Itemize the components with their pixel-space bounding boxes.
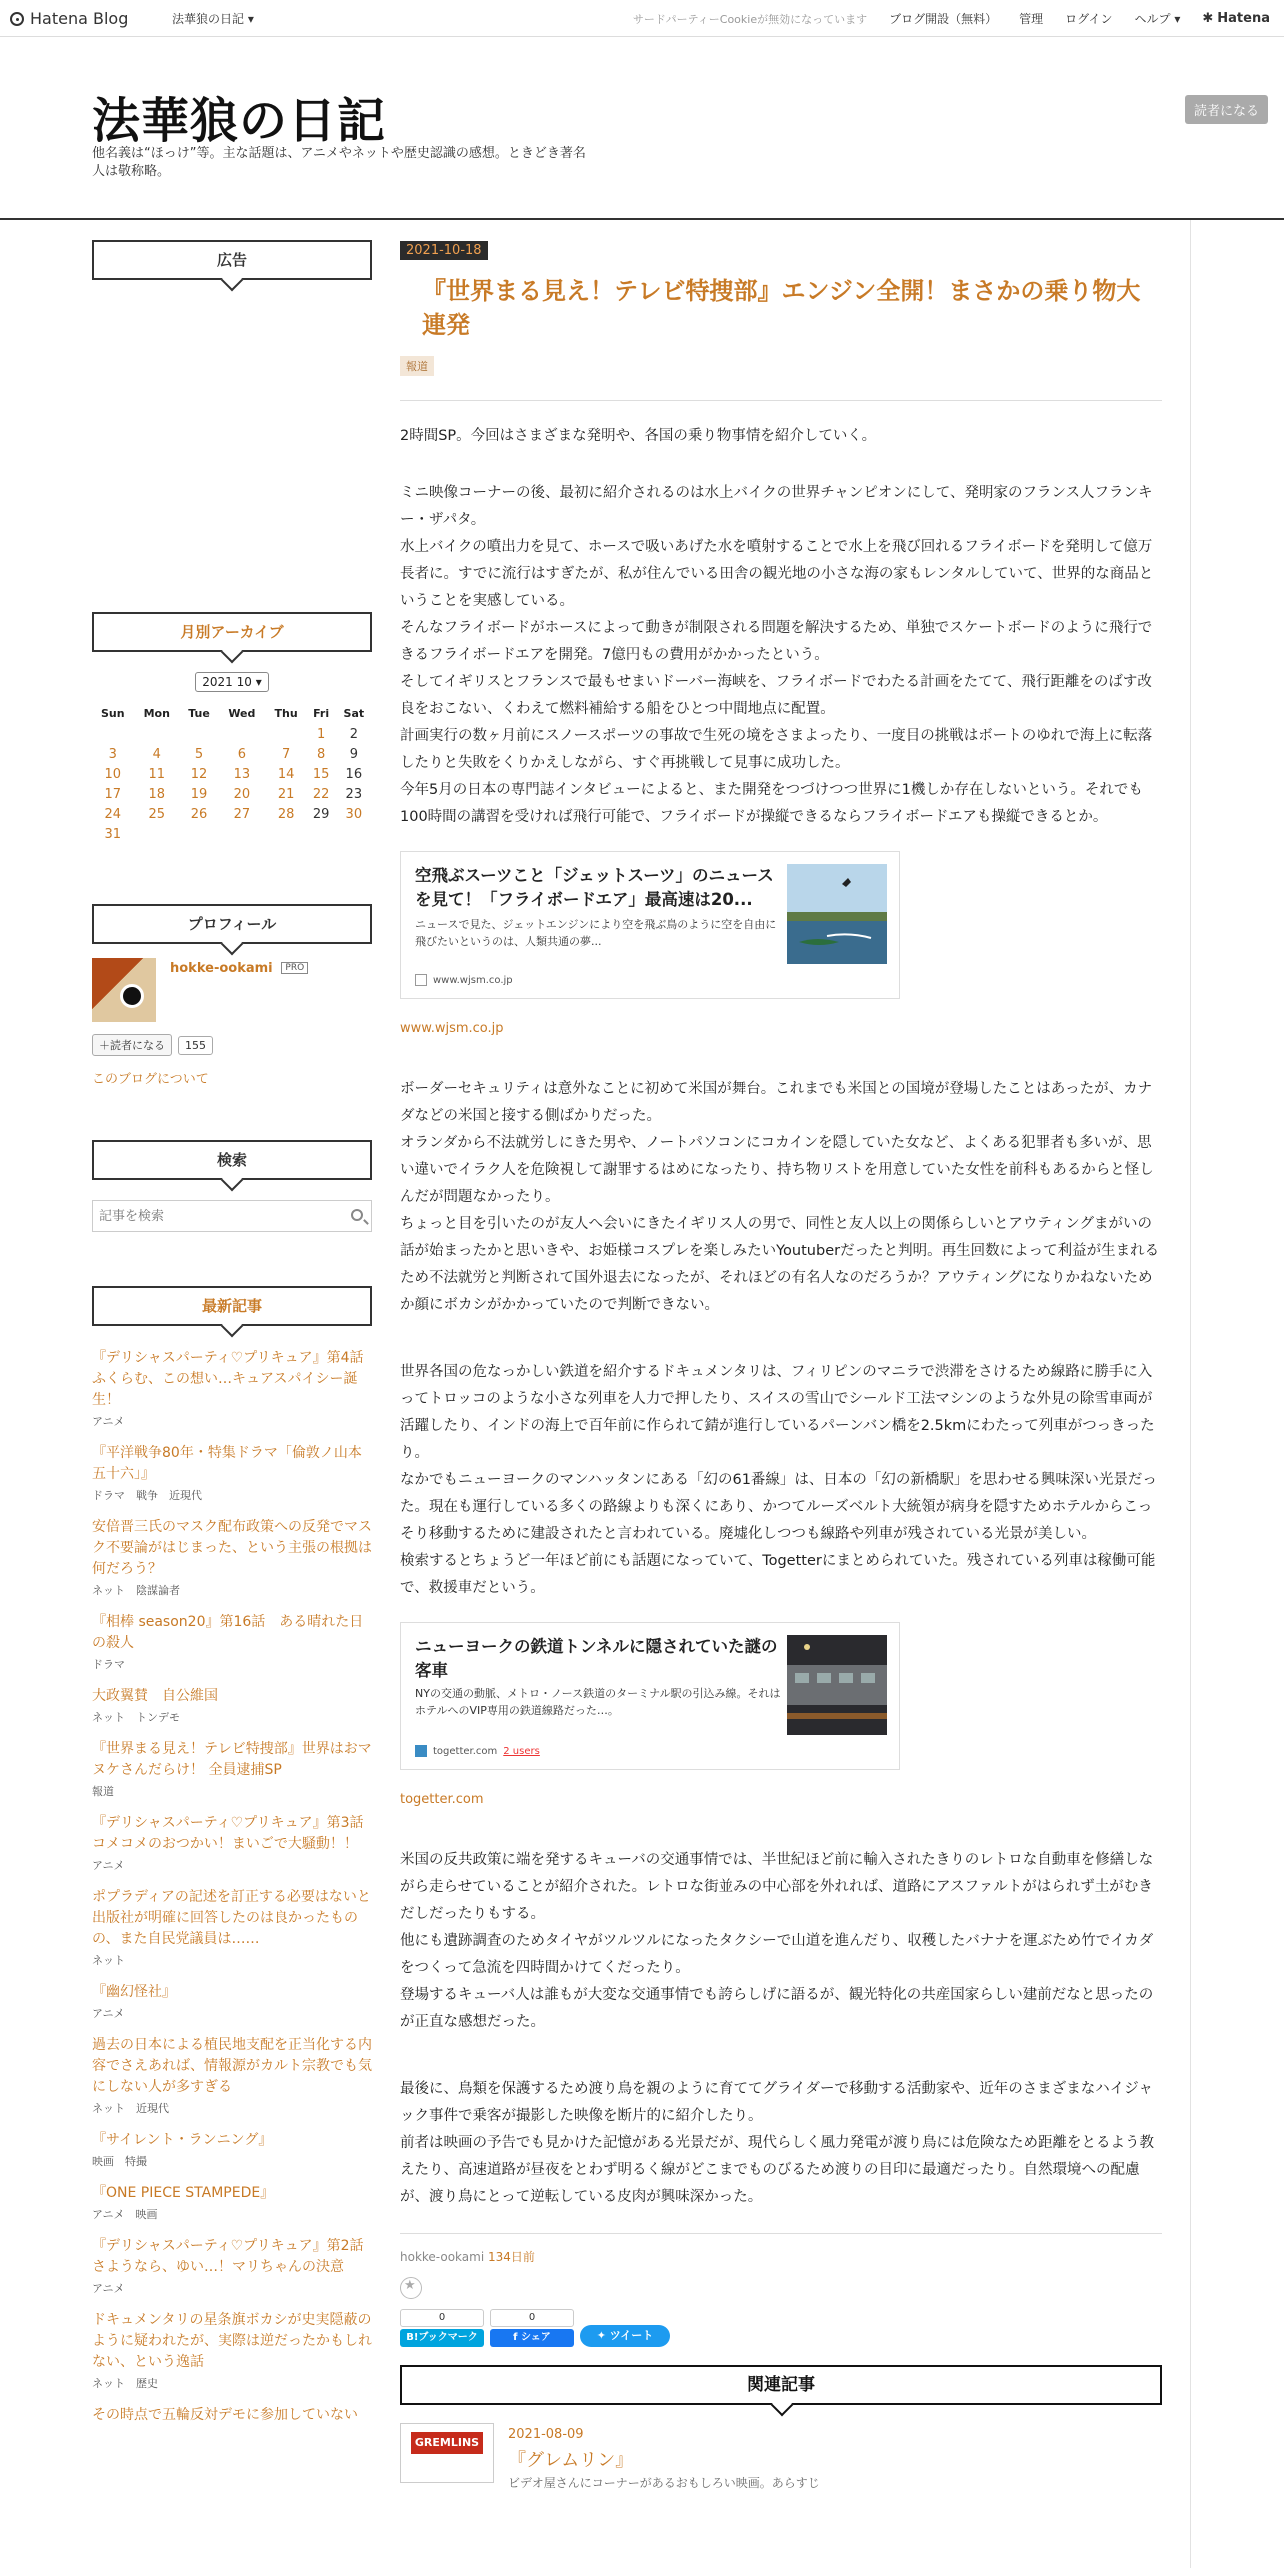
flyboard-line-5: 計画実行の数ヶ月前にスノースポーツの事故で生死の境をさまよったり、一度目の挑戦はボートのゆれで海上に転落したりと失敗をくりかえしながら、すぐ再挑戦して見事に成功した。: [400, 728, 1153, 771]
rail-line-2: なかでもニューヨークのマンハッタンにある「幻の61番線」は、日本の「幻の新橋駅」を思わせる興味深い光景だった。現在も運行している多くの路線よりも深くにあり、かつてルーズベルト大統領が病身を隠すためホテルからこっそり移動するために建設されたと言われている。廃墟化しつつも線路や列車が残されている光景が美しい。: [400, 1472, 1157, 1542]
cal-day-sat: Sat: [343, 706, 365, 720]
flyboard-line-3: そんなフライボードがホースによって動きが制限される問題を解決するため、単独でスケートボードのように飛行できるフライボードエアを開発。7億円もの費用がかかったという。: [400, 620, 1153, 663]
profile-name[interactable]: hokke-ookami: [170, 961, 273, 976]
recent-post-categories[interactable]: ネット 陰謀論者: [92, 1584, 180, 1597]
calendar-week: [92, 744, 372, 764]
cuba-line-2: 他にも遺跡調査のためタイヤがツルツルになったタクシーで山道を進んだり、収穫したバナナを運ぶため竹でイカダをつくって急流を四時間かけてくだったり。: [400, 1933, 1154, 1976]
blog-description: 他名義は“ほっけ”等。主な話題は、アニメやネットや歴史認識の感想。ときどき著名人は敬称略。: [92, 146, 586, 179]
calendar-day: [180, 724, 218, 744]
calendar-day[interactable]: 6: [237, 746, 246, 762]
facebook-button[interactable]: f シェア: [490, 2329, 574, 2347]
recent-list: [92, 1348, 378, 2426]
post-age-link[interactable]: 134日前: [487, 2250, 535, 2264]
calendar-day: [92, 724, 134, 744]
calendar-day: [266, 724, 307, 744]
recent-post-item: [92, 1887, 372, 1968]
post-date[interactable]: 2021-10-18: [400, 241, 488, 260]
related-text: [508, 2423, 820, 2491]
recent-post-categories[interactable]: アニメ: [92, 2282, 125, 2295]
post-author-link[interactable]: hokke-ookami: [400, 2250, 485, 2264]
cal-day-thu: Thu: [274, 706, 298, 720]
recent-post-categories[interactable]: ネット 近現代: [92, 2102, 169, 2115]
archive-month-select[interactable]: 2021 10 ▾: [195, 672, 269, 692]
subscriber-count[interactable]: 155: [178, 1036, 213, 1055]
calendar-week: [92, 824, 372, 844]
calendar-week: [92, 724, 372, 744]
hatena-blog-logo[interactable]: Hatena Blog: [10, 9, 128, 28]
birds-line-1: 最後に、鳥類を保護するため渡り鳥を親のように育ててグライダーで移動する活動家や、近年のさまざまなハイジャック事件で乗客が撮影した映像を断片的に紹介したり。: [400, 2081, 1153, 2124]
recent-post-item: [92, 1739, 372, 1799]
profile-row: [92, 958, 372, 1022]
hatena-menu[interactable]: ✱ Hatena: [1202, 11, 1270, 26]
calendar-day[interactable]: 20: [233, 786, 251, 802]
rail-line-1: 世界各国の危なっかしい鉄道を紹介するドキュメンタリは、フィリピンのマニラで渋滞をさけるため線路に勝手に入ってトロッコのような小さな列車を人力で押したり、スイスの雪山でシールド工法マシンのような外見の除雪車両が活躍したり、インドの海上で百年前に作られて錆が進行しているパーンバン橋を2.5kmにわたって列車がつっきったり。: [400, 1364, 1155, 1461]
section-border-security: [400, 1076, 1162, 1319]
recent-post-title[interactable]: 安倍晋三氏のマスク配布政策への反発でマスク不要論がはじまった、という主張の根拠は何だろう？: [92, 1519, 372, 1577]
togetter-favicon-icon: [415, 1745, 427, 1757]
calendar-day[interactable]: 3: [108, 746, 117, 762]
subscribe-reader-button[interactable]: 読者になる: [1185, 95, 1268, 124]
embed-source: www.wjsm.co.jp: [415, 974, 513, 986]
border-line-3: ちょっと目を引いたのが友人へ会いにきたイギリス人の男で、同性と友人以上の関係らしいとアウティングまがいの話が始まったかと思いきや、お姫様コスプレを楽しみたいYoutuberだったと判明。再生回数によって利益が生まれるため不法就労と判断されて国外退去になったが、それほどの有名人なのだろうか？アウティングになりかねないためか顔にボカシがかかっていたので判断できない。: [400, 1216, 1160, 1313]
embed-card-togetter[interactable]: [400, 1622, 900, 1770]
flyboard-line-1: ミニ映像コーナーの後、最初に紹介されるのは水上バイクの世界チャンピオンにして、発明家のフランス人フランキー・ザパタ。: [400, 485, 1153, 528]
post-title[interactable]: 『世界まる見え！テレビ特捜部』エンジン全開！まさかの乗り物大連発: [422, 277, 1141, 339]
source-link-wjsm[interactable]: www.wjsm.co.jp: [400, 1021, 504, 1036]
recent-post-categories[interactable]: アニメ 映画: [92, 2208, 158, 2221]
main-article: [400, 240, 1162, 2491]
about-blog-link[interactable]: このブログについて: [92, 1072, 209, 1087]
related-thumb-logo: GREMLINS: [411, 2432, 483, 2454]
recent-post-title[interactable]: 『相棒 season20』第16話 ある晴れた日の殺人: [92, 1614, 364, 1651]
hatena-top-bar: [0, 0, 1284, 37]
calendar-week: [92, 804, 372, 824]
calendar-day: [134, 824, 180, 844]
hatena-logo-icon: [10, 12, 24, 26]
profile-heading: プロフィール: [92, 904, 372, 944]
recent-post-title[interactable]: ドキュメンタリの星条旗ボカシが史実隠蔽のように疑われたが、実際は逆だったかもしれない、という逸話: [92, 2312, 372, 2370]
profile-info: [170, 958, 308, 976]
recent-post-categories[interactable]: ネット: [92, 1954, 125, 1967]
recent-post-categories[interactable]: アニメ: [92, 1415, 125, 1428]
embed-thumbnail: [787, 864, 887, 964]
login-link[interactable]: ログイン: [1065, 12, 1113, 26]
avatar-eye-icon: [120, 984, 144, 1008]
related-heading: 関連記事: [400, 2365, 1162, 2405]
recent-post-categories[interactable]: 報道: [92, 1785, 114, 1798]
search-box: [92, 1200, 372, 1232]
search-input[interactable]: [93, 1201, 333, 1231]
flyboard-line-6: 今年5月の日本の専門誌インタビューによると、また開発をつづけつつ世界に1機しか存在しないという。それでも100時間の講習を受ければ飛行可能で、フライボードが操縦できるならフライボードエアも操縦できるとか。: [400, 782, 1143, 825]
calendar-day[interactable]: 10: [104, 766, 122, 782]
recent-post-title[interactable]: 『サイレント・ランニング』: [92, 2132, 273, 2148]
blog-menu-dropdown[interactable]: 法華狼の日記 ▾: [172, 12, 254, 26]
border-line-2: オランダから不法就労しにきた男や、ノートパソコンにコカインを隠していた女など、よくある犯罪者も多いが、思い違いでイラク人を危険視して謝罪するはめになったり、持ち物リストを用意していた女性を前科もあるからと怪しんだが問題なかったり。: [400, 1135, 1154, 1205]
recent-post-item: [92, 2130, 372, 2169]
recent-post-item: [92, 2236, 378, 2296]
calendar-day: [307, 824, 336, 844]
cookie-notice: サードパーティーCookieが無効になっています: [632, 12, 868, 26]
ad-heading: 広告: [92, 240, 372, 280]
embed-thumbnail: [787, 1635, 887, 1735]
calendar-day: [134, 724, 180, 744]
archive-module: [92, 612, 372, 844]
rail-line-3: 検索するとちょうど一年ほど前にも話題になっていて、Togetterにまとめられていた。残されている列車は稼働可能で、救援車だという。: [400, 1553, 1156, 1596]
recent-post-title[interactable]: その時点で五輪反対デモに参加していない: [92, 2407, 358, 2423]
search-heading: 検索: [92, 1140, 372, 1180]
section-birds: [400, 2076, 1162, 2211]
recent-post-item: [92, 1517, 372, 1598]
calendar-day[interactable]: 19: [190, 786, 208, 802]
recent-post-title[interactable]: 『デリシャスパーティ♡プリキュア』第2話 さようなら、ゆい…！マリちゃんの決意: [92, 2238, 378, 2275]
intro-paragraph: 2時間SP。今回はさまざまな発明や、各国の乗り物事情を紹介していく。: [400, 428, 877, 444]
recent-post-item: [92, 1813, 378, 1873]
pro-badge: PRO: [281, 962, 308, 974]
share-buttons: [400, 2309, 1162, 2347]
recent-post-categories[interactable]: ドラマ 戦争 近現代: [92, 1489, 202, 1502]
admin-link[interactable]: 管理: [1019, 12, 1044, 26]
embed-title[interactable]: 空飛ぶスーツこと「ジェットスーツ」のニュースを見て！「フライボードエア」最高速は20...: [415, 866, 774, 909]
calendar-day[interactable]: 17: [104, 786, 122, 802]
recent-post-categories[interactable]: ドラマ: [92, 1658, 125, 1671]
calendar-day: [218, 824, 266, 844]
cuba-line-3: 登場するキューバ人は誰もが大変な交通事情でも誇らしげに語るが、観光特化の共産国家らしい建前だなと思ったのが正直な感想だった。: [400, 1987, 1154, 2030]
cal-day-mon: Mon: [143, 706, 170, 720]
recent-post-item: [92, 1982, 372, 2021]
recent-post-title[interactable]: 『デリシャスパーティ♡プリキュア』第4話 ふくらむ、この想い…キュアスパイシー誕生！: [92, 1350, 378, 1408]
border-line-1: ボーダーセキュリティは意外なことに初めて米国が舞台。これまでも米国との国境が登場したことはあったが、カナダなどの米国と接する側ばかりだった。: [400, 1081, 1153, 1124]
calendar-day: 29: [312, 806, 330, 822]
related-item[interactable]: [400, 2423, 1162, 2491]
recent-posts-module: [92, 1286, 378, 2440]
calendar-day[interactable]: 21: [277, 786, 295, 802]
recent-post-title[interactable]: 『ONE PIECE STAMPEDE』: [92, 2185, 275, 2201]
post-footer: [400, 2233, 1162, 2347]
hatebu-button[interactable]: B!ブックマーク: [400, 2329, 484, 2347]
cal-day-fri: Fri: [313, 706, 330, 720]
calendar-day[interactable]: 7: [281, 746, 291, 762]
hatebu-share[interactable]: [400, 2309, 484, 2347]
section-cuba: [400, 1847, 1162, 2036]
recent-post-item: [92, 2310, 372, 2391]
related-thumbnail[interactable]: [400, 2423, 494, 2483]
tweet-button[interactable]: ✦ ツイート: [580, 2325, 670, 2347]
cuba-line-1: 米国の反共政策に端を発するキューバの交通事情では、半世紀ほど前に輸入されたきりのレトロな自動車を修繕しながら走らせていることが紹介された。レトロな街並みの中心部を外れれば、道路にアスファルトがはられず土がむきだしだったりもする。: [400, 1852, 1154, 1922]
calendar-day: 9: [349, 746, 358, 762]
profile-subscribe-button[interactable]: ＋読者になる: [92, 1034, 172, 1056]
hatebu-count: 0: [400, 2309, 484, 2327]
calendar-day[interactable]: 1: [316, 726, 326, 742]
calendar-day[interactable]: 5: [194, 746, 204, 762]
recent-heading: 最新記事: [92, 1286, 372, 1326]
title-separator: [400, 400, 1162, 401]
embed-description: NYの交通の動脈、メトロ・ノース鉄道のターミナル駅の引込み線。それはホテルへのVIP専用の鉄道線路だった…。: [415, 1687, 781, 1717]
embed-title[interactable]: ニューヨークの鉄道トンネルに隠されていた謎の客車: [415, 1637, 778, 1680]
calendar-day[interactable]: 27: [233, 806, 251, 822]
top-bar-links: [633, 10, 1270, 27]
calendar-day[interactable]: 14: [277, 766, 295, 782]
recent-post-categories[interactable]: 映画 特撮: [92, 2155, 147, 2168]
calendar-day[interactable]: 13: [233, 766, 251, 782]
cal-day-tue: Tue: [188, 706, 210, 720]
page-favicon-icon: [415, 974, 427, 986]
archive-calendar: [92, 702, 372, 844]
hatebu-users-count[interactable]: 2 users: [503, 1745, 540, 1757]
recent-post-item: [92, 1686, 372, 1725]
recent-post-item: [92, 2183, 372, 2222]
related-excerpt: ビデオ屋さんにコーナーがあるおもしろい映画。あらすじ: [508, 2476, 820, 2490]
calendar-day[interactable]: 8: [316, 746, 326, 762]
start-blog-link[interactable]: ブログ開設（無料）: [889, 12, 998, 26]
recent-post-title[interactable]: 『世界まる見え！テレビ特捜部』世界はおマヌケさんだらけ！ 全員逮捕SP: [92, 1741, 372, 1778]
recent-post-title[interactable]: ポプラディアの記述を訂正する必要はないと出版社が明確に回答したのは良かったものの、また自民党議員は……: [92, 1889, 371, 1947]
recent-post-item: [92, 1348, 378, 1429]
search-icon[interactable]: [351, 1209, 363, 1221]
recent-post-categories[interactable]: ネット 歴史: [92, 2377, 158, 2390]
recent-post-categories[interactable]: アニメ: [92, 2007, 125, 2020]
calendar-day: [336, 824, 372, 844]
calendar-day[interactable]: 4: [152, 746, 161, 762]
calendar-day[interactable]: 11: [148, 766, 166, 782]
flyboard-line-2: 水上バイクの噴出力を見て、ホースで吸いあげた水を噴射することで水上を飛び回れるフライボードを発明して億万長者に。すでに流行はすぎたが、私が住んでいる田舎の観光地の小さな海の家もレンタルしていて、世界的な商品ということを実感している。: [400, 539, 1154, 609]
related-date[interactable]: 2021-08-09: [508, 2427, 584, 2442]
ad-module: [92, 240, 372, 280]
calendar-day: [218, 724, 266, 744]
embed-card-wjsm[interactable]: [400, 851, 900, 999]
recent-post-item: [92, 1612, 372, 1672]
facebook-count: 0: [490, 2309, 574, 2327]
related-title[interactable]: 『グレムリン』: [508, 2450, 634, 2471]
calendar-day[interactable]: 26: [190, 806, 208, 822]
recent-post-categories[interactable]: ネット トンデモ: [92, 1711, 180, 1724]
calendar-day[interactable]: 22: [312, 786, 330, 802]
archive-heading[interactable]: 月別アーカイブ: [92, 612, 372, 652]
recent-post-title[interactable]: 過去の日本による植民地支配を正当化する内容でさえあれば、情報源がカルト宗教でも気にしない人が多すぎる: [92, 2037, 372, 2095]
twitter-bird-icon: ✦: [596, 2329, 610, 2342]
profile-buttons: [92, 1034, 372, 1056]
cal-day-wed: Wed: [228, 706, 256, 720]
category-tag[interactable]: 報道: [400, 356, 434, 376]
calendar-day: 23: [345, 786, 363, 802]
calendar-day: [180, 824, 218, 844]
hatena-asterisk-icon: ✱: [1202, 11, 1214, 26]
profile-module: [92, 904, 372, 1087]
section-flyboard: [400, 480, 1162, 831]
calendar-day[interactable]: 18: [148, 786, 166, 802]
recent-post-title[interactable]: 『デリシャスパーティ♡プリキュア』第3話 コメコメのおつかい！まいごで大騒動！！: [92, 1815, 378, 1852]
facebook-share[interactable]: [490, 2309, 574, 2347]
recent-post-item: [92, 1443, 372, 1503]
calendar-day[interactable]: 31: [104, 826, 122, 842]
recent-post-item: [92, 2405, 372, 2426]
section-railways: [400, 1359, 1162, 1602]
recent-post-title[interactable]: 大政翼賛 自公維国: [92, 1688, 218, 1704]
recent-post-categories[interactable]: アニメ: [92, 1859, 125, 1872]
calendar-day[interactable]: 15: [312, 766, 330, 782]
content-right-rule: [1190, 220, 1191, 2568]
calendar-week: [92, 764, 372, 784]
add-star-icon[interactable]: [400, 2277, 422, 2299]
calendar-day[interactable]: 30: [345, 806, 363, 822]
blog-title[interactable]: 法華狼の日記: [92, 93, 387, 149]
calendar-day: 2: [349, 726, 358, 742]
search-module: [92, 1140, 372, 1232]
recent-post-item: [92, 2035, 372, 2116]
embed-source: togetter.com 2 users: [415, 1745, 540, 1757]
recent-post-title[interactable]: 『幽幻怪社』: [92, 1984, 176, 2000]
birds-line-2: 前者は映画の予告でも見かけた記憶がある光景だが、現代らしく風力発電が渡り鳥には危険なため距離をとるよう教えたり、高速道路が昼夜をとわず明るく線がどこまでものびるため渡りの目印に最適だったり。自然環境への配慮が、渡り鳥にとって逆転している皮肉が興味深かった。: [400, 2135, 1154, 2205]
help-menu[interactable]: ヘルプ ▾: [1134, 12, 1181, 26]
flyboard-line-4: そしてイギリスとフランスで最もせまいドーバー海峡を、フライボードでわたる計画をたてて、飛行距離をのばす改良をおこない、くわえて燃料補給する船をひとつ中間地点に配置。: [400, 674, 1152, 717]
calendar-week: [92, 784, 372, 804]
calendar-body: [92, 724, 372, 844]
recent-post-title[interactable]: 『平洋戦争80年・特集ドラマ「倫敦ノ山本五十六」』: [92, 1445, 362, 1482]
calendar-day[interactable]: 25: [148, 806, 166, 822]
plus-icon: ＋: [99, 1039, 110, 1052]
calendar-day: 16: [345, 766, 363, 782]
cal-day-sun: Sun: [100, 706, 125, 720]
avatar[interactable]: [92, 958, 156, 1022]
calendar-day[interactable]: 28: [277, 806, 295, 822]
embed-description: ニュースで見た、ジェットエンジンにより空を飛ぶ鳥のように空を自由に飛びたいというのは、人類共通の夢...: [415, 918, 777, 948]
source-link-togetter[interactable]: togetter.com: [400, 1792, 484, 1807]
calendar-day[interactable]: 12: [190, 766, 208, 782]
calendar-day[interactable]: 24: [104, 806, 122, 822]
calendar-day: [266, 824, 307, 844]
